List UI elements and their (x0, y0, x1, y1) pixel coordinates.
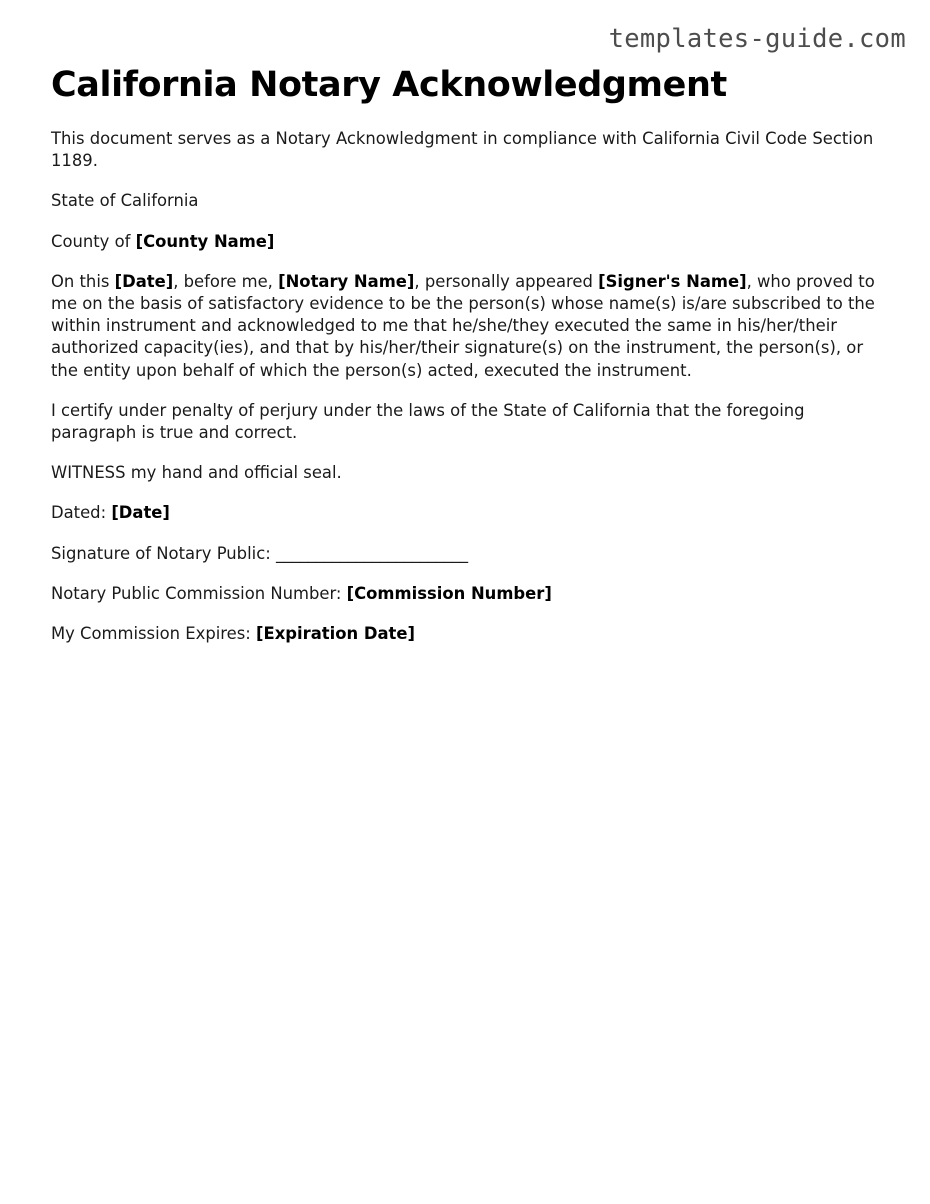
signature-blank-line: ________________________ (275, 543, 468, 563)
commission-number-placeholder: [Commission Number] (346, 583, 552, 603)
dated-placeholder: [Date] (111, 503, 170, 523)
ack-date-placeholder: [Date] (114, 271, 174, 291)
signature-label: Signature of Notary Public: (51, 543, 276, 563)
document-body (51, 128, 877, 645)
county-line (51, 231, 877, 253)
expiration-date-placeholder: [Expiration Date] (256, 624, 415, 644)
ack-text-part-3: , personally appeared (414, 271, 599, 291)
ack-text-part-1: On this (51, 271, 115, 291)
ack-notary-name-placeholder: [Notary Name] (278, 271, 415, 291)
county-label: County of (51, 231, 136, 251)
ack-text-part-4: , who proved to me on the basis of satisfactory evidence to be the person(s) whose name(s) is/are subscribed to the within instrument and acknowledged to me that he/she/they executed the same in his/her/their authorized capacity(ies), and that by his/her/their signature(s) on the instrument, the person(s), or the entity upon behalf of which the person(s) acted, executed the instrument. (51, 271, 875, 380)
witness-line: WITNESS my hand and official seal. (51, 463, 342, 483)
ack-signer-name-placeholder: [Signer's Name] (598, 271, 747, 291)
intro-paragraph: This document serves as a Notary Acknowledgment in compliance with California Civil Code Section 1189. (51, 129, 874, 171)
state-line: State of California (51, 191, 199, 211)
commission-number-line (51, 583, 877, 605)
dated-label: Dated: (51, 503, 112, 523)
commission-expires-label: My Commission Expires: (51, 624, 257, 644)
commission-number-label: Notary Public Commission Number: (51, 583, 347, 603)
county-name-placeholder: [County Name] (135, 231, 275, 251)
site-watermark: templates-guide.com (608, 24, 906, 54)
acknowledgment-paragraph (51, 271, 877, 382)
page-title: California Notary Acknowledgment (51, 65, 727, 105)
dated-line (51, 502, 877, 524)
commission-expires-line (51, 623, 877, 645)
signature-line-row (51, 543, 877, 565)
ack-text-part-2: , before me, (173, 271, 279, 291)
certification-paragraph: I certify under penalty of perjury under the laws of the State of California that the foregoing paragraph is true and correct. (51, 400, 805, 443)
